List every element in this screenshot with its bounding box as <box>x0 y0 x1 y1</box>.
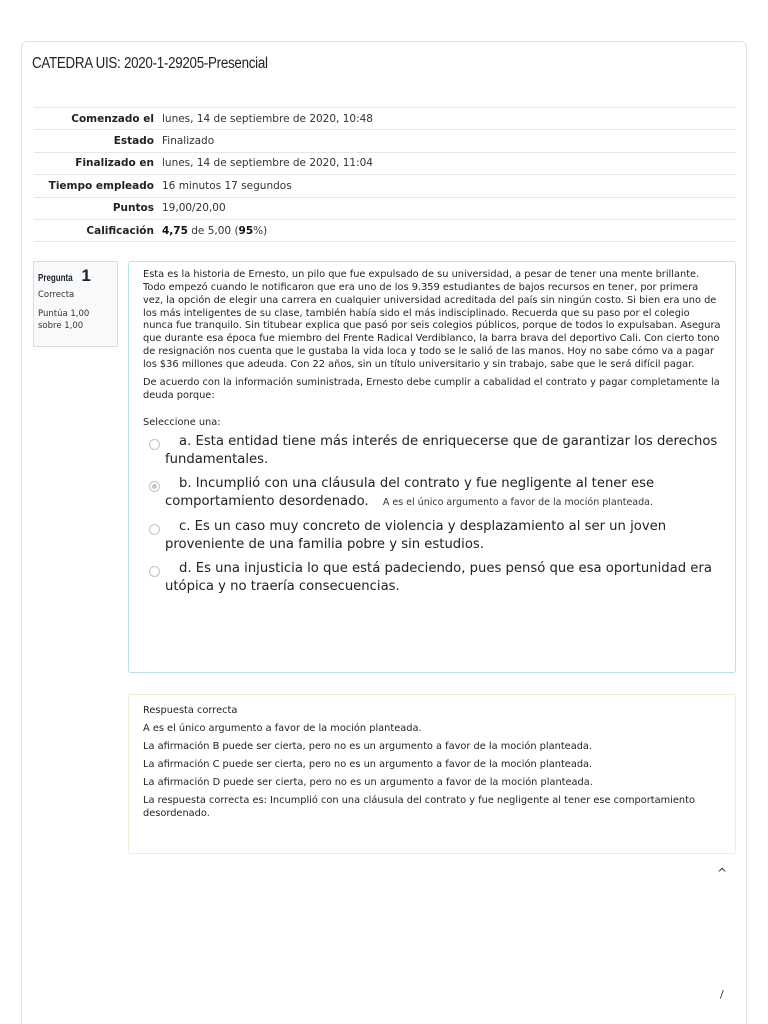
summary-value: Finalizado <box>162 135 215 148</box>
grade-value: 4,75 <box>162 224 188 237</box>
option-letter: b. <box>179 476 192 492</box>
course-title: CATEDRA UIS: 2020-1-29205-Presencial <box>32 55 268 72</box>
radio-button[interactable] <box>149 439 160 450</box>
question-text <box>143 269 721 402</box>
summary-value: lunes, 14 de septiembre de 2020, 10:48 <box>162 112 373 125</box>
answer-option-a[interactable] <box>143 433 721 469</box>
outcome-title: Respuesta correcta <box>143 705 238 716</box>
summary-row-time-taken <box>34 175 736 197</box>
option-text: Es una injusticia lo que está padeciendo, pues pensó que esa oportunidad era utópica y no traería consecuencias. <box>165 561 712 595</box>
outcome-feedback-line: La afirmación D puede ser cierta, pero no es un argumento a favor de la moción planteada. <box>143 777 593 788</box>
option-text: Esta entidad tiene más interés de enriquecerse que de garantizar los derechos fundamentales. <box>165 434 718 468</box>
question-number <box>38 266 113 286</box>
question-formulation <box>128 261 736 673</box>
summary-label: Comenzado el <box>71 112 154 125</box>
grade-percent: 95 <box>238 224 254 237</box>
summary-value: lunes, 14 de septiembre de 2020, 11:04 <box>162 157 373 170</box>
option-feedback: A es el único argumento a favor de la moción planteada. <box>382 497 654 509</box>
attempt-summary-table <box>34 107 736 242</box>
question-info-box <box>33 261 118 347</box>
option-text: Es un caso muy concreto de violencia y desplazamiento al ser un joven proveniente de una familia pobre y sin estudios. <box>165 519 667 553</box>
question-story: Esta es la historia de Ernesto, un pilo que fue expulsado de su universidad, a pesar de tener una mente brillante. Todo empezó cuando le notificaron que era uno de los 9.359 estudiantes de bajos recursos en tener, por primera vez, la opción de elegir una carrera en cualquier universidad acreditada del país sin ningún costo. Si bien era uno de los más inteligentes de su clase, también había sido el más indisciplinado. Recuerda que su paso por el colegio nunca fue tranquilo. Sin titubear explica que pasó por seis colegios públicos, porque de todos lo expulsaban. Asegura que durante esa época fue miembro del Frente Radical Verdiblanco, la barra brava del deportivo Cali. Con cierto tono de resignación nos cuenta que le gustaba la vida loca y todo se le salió de las manos. Hoy no sabe cómo va a pagar los $36 millones que adeuda. Con 22 años, sin un título universitario y sin trabajo, sabe que le será difícil pagar. <box>143 269 721 370</box>
question-label: Pregunta <box>38 273 73 284</box>
scroll-to-top-icon[interactable]: ^ <box>717 866 728 880</box>
option-text: Incumplió con una cláusula del contrato y fue negligente al tener ese comportamiento desordenado. <box>165 476 655 510</box>
summary-row-grade <box>34 219 736 241</box>
summary-row-finished <box>34 152 736 174</box>
option-letter: c. <box>179 519 191 535</box>
summary-label: Finalizado en <box>75 157 154 170</box>
radio-button[interactable] <box>149 524 160 535</box>
answer-prompt: Seleccione una: <box>143 417 221 429</box>
option-letter: a. <box>179 434 192 450</box>
question-outcome <box>128 694 736 854</box>
grade-out-of: de 5,00 ( <box>187 224 239 237</box>
outcome-right-answer: La respuesta correcta es: Incumplió con una cláusula del contrato y fue negligente al tener ese comportamiento desordenado. <box>143 795 695 819</box>
summary-row-state <box>34 130 736 152</box>
summary-label: Tiempo empleado <box>48 179 154 192</box>
answer-option-b[interactable] <box>143 475 721 512</box>
radio-button-selected[interactable] <box>149 481 160 492</box>
outcome-feedback-line: La afirmación B puede ser cierta, pero no es un argumento a favor de la moción planteada. <box>143 741 593 752</box>
question-grade: Puntúa 1,00 sobre 1,00 <box>38 309 90 331</box>
summary-row-started <box>34 108 736 130</box>
radio-button[interactable] <box>149 566 160 577</box>
summary-row-marks <box>34 197 736 219</box>
question-state: Correcta <box>38 290 75 300</box>
question-number-value: 1 <box>81 266 91 285</box>
option-letter: d. <box>179 561 192 577</box>
summary-value <box>160 219 736 241</box>
outcome-feedback-line: A es el único argumento a favor de la moción planteada. <box>143 723 422 734</box>
summary-label: Puntos <box>112 202 154 215</box>
summary-label: Calificación <box>86 224 154 237</box>
answer-option-c[interactable] <box>143 518 721 554</box>
answer-option-d[interactable] <box>143 560 721 596</box>
question-statement: De acuerdo con la información suministrada, Ernesto debe cumplir a cabalidad el contrato y pagar completamente la deuda porque: <box>143 376 720 401</box>
grade-percent-suffix: %) <box>253 224 268 237</box>
summary-label: Estado <box>113 135 154 148</box>
answer-options <box>143 433 721 596</box>
footer-slash: / <box>720 988 724 1001</box>
summary-value: 16 minutos 17 segundos <box>162 179 292 192</box>
outcome-feedback-line: La afirmación C puede ser cierta, pero no es un argumento a favor de la moción planteada. <box>143 759 593 770</box>
summary-value: 19,00/20,00 <box>162 202 226 215</box>
